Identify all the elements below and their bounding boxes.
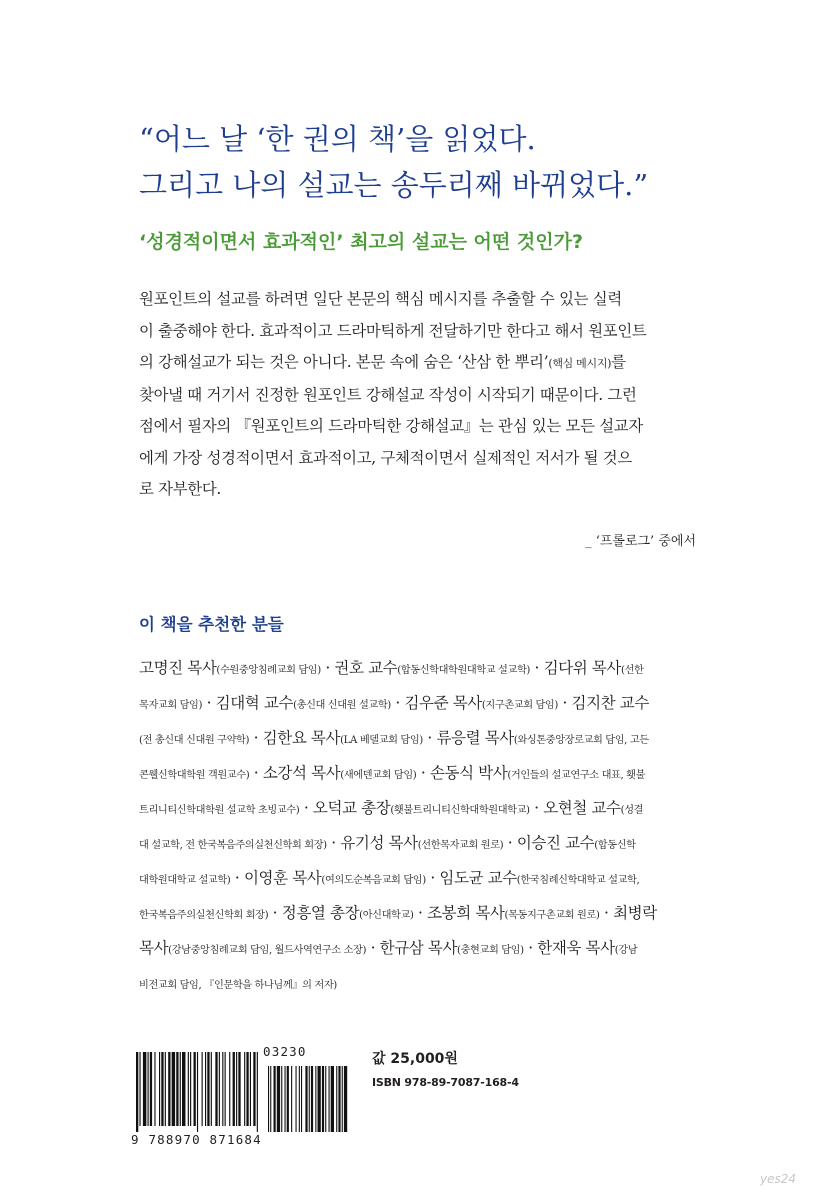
barcode-bar (225, 1052, 226, 1126)
recommender-name: 정흥열 총장 (281, 904, 360, 922)
separator: · (413, 904, 428, 922)
recommender-affiliation: (충현교회 담임) (457, 945, 524, 956)
barcode-addon-bar (311, 1066, 313, 1132)
recommender-name: 한규삼 목사 (379, 939, 458, 957)
recommender-affiliation: (목동지구촌교회 원로) (504, 910, 600, 921)
excerpt-note: (핵심 메시지) (548, 357, 612, 370)
barcode-bar (246, 1052, 248, 1126)
recommender-name: 오덕교 총장 (312, 799, 391, 817)
recommender-affiliation: (총신대 신대원 설교학) (293, 700, 391, 711)
barcode-bar (188, 1052, 189, 1126)
recommender-affiliation: (합동신학대학원대학교 설교학) (397, 665, 530, 676)
recommender-name: 임도균 교수 (439, 869, 517, 887)
separator: · (202, 694, 216, 712)
recommender-name: 김다위 목사 (543, 659, 621, 677)
recommender-affiliation: (지구촌교회 담임) (481, 700, 558, 711)
barcode-addon-bar (301, 1066, 302, 1132)
barcode-bar (176, 1052, 178, 1126)
recommender-line (139, 862, 699, 897)
recommender-affiliation: (LA 베델교회 담임) (340, 735, 423, 746)
barcode-bar (253, 1052, 255, 1126)
recommender-affiliation: (강남중앙침례교회 담임, 월드사역연구소 소장) (168, 945, 367, 956)
quote-line-1: “어느 날 ‘한 권의 책’을 읽었다. (139, 122, 536, 156)
separator: · (503, 834, 517, 852)
recommender-affiliation: (아신대학교) (359, 910, 414, 921)
separator: · (268, 904, 282, 922)
barcode-addon-bar (299, 1066, 300, 1132)
barcode-bar (143, 1052, 146, 1126)
separator: · (425, 869, 440, 887)
barcode-addon-digits: 03230 (263, 1044, 307, 1059)
barcode-bars (136, 1052, 361, 1134)
barcode-bar (182, 1052, 185, 1126)
recommender-affiliation: (선한목자교회 원로) (417, 840, 504, 851)
recommender-affiliation: (성결 (620, 805, 644, 816)
recommender-line (139, 967, 699, 1002)
barcode-bar (180, 1052, 181, 1126)
barcode-bar (168, 1052, 170, 1126)
recommender-affiliation: 대 설교학, 전 한국복음주의실천신학회 회장) (139, 840, 327, 851)
price-label: 값 25,000원 (372, 1051, 458, 1067)
recommender-affiliation: 대학원대학교 설교학) (139, 875, 231, 886)
excerpt-text: 를 (611, 353, 626, 371)
barcode-bar (229, 1052, 230, 1126)
recommender-name: 류응렬 목사 (436, 729, 514, 747)
excerpt-line: 로 자부한다. (139, 480, 222, 498)
subheading: ‘성경적이면서 효과적인’ 최고의 설교는 어떤 것인가? (139, 231, 583, 253)
recommenders-list (139, 652, 699, 1002)
barcode-bar (194, 1052, 196, 1126)
barcode-bar (238, 1052, 240, 1126)
barcode-bar (207, 1052, 209, 1126)
barcode-addon-bar (287, 1066, 289, 1132)
recommender-line (139, 827, 699, 862)
recommender-affiliation: (수원중앙침례교회 담임) (216, 665, 321, 676)
recommender-line (139, 757, 699, 792)
barcode-bar (165, 1052, 166, 1126)
recommender-name: 조봉희 목사 (427, 904, 505, 922)
barcode-addon-bar (270, 1066, 271, 1132)
barcode-bar (233, 1052, 235, 1126)
barcode-addon-bar (318, 1066, 321, 1132)
isbn-barcode (131, 1044, 356, 1147)
excerpt-line (139, 347, 699, 380)
prologue-excerpt (139, 284, 699, 506)
recommender-name: 한재욱 목사 (537, 939, 615, 957)
recommender-affiliation: 콘웰신학대학원 객원교수) (139, 770, 250, 781)
separator: · (366, 939, 380, 957)
barcode-bar (161, 1052, 163, 1126)
separator: · (529, 799, 544, 817)
recommender-affiliation: (합동신학 (594, 840, 636, 851)
recommender-name: 고명진 목사 (139, 659, 217, 677)
watermark-mark: yes24 (759, 1172, 796, 1186)
recommender-affiliation: (전 총신대 신대원 구약학) (139, 735, 250, 746)
barcode-bar (215, 1052, 217, 1126)
recommender-affiliation: 목자교회 담임) (139, 700, 203, 711)
recommender-name: 유기성 목사 (340, 834, 418, 852)
barcode-addon-bar (296, 1066, 297, 1132)
barcode-bar (205, 1052, 206, 1126)
separator: · (249, 764, 263, 782)
recommender-affiliation: (새에덴교회 담임) (340, 770, 417, 781)
barcode-bar (154, 1052, 155, 1126)
barcode-bar (197, 1052, 198, 1132)
barcode-addon-bar (285, 1066, 286, 1132)
barcode-bar (250, 1052, 251, 1126)
barcode-bar (148, 1052, 149, 1126)
separator: · (557, 694, 572, 712)
barcode-bar (222, 1052, 223, 1126)
barcode-bar (202, 1052, 203, 1126)
separator: · (230, 869, 244, 887)
barcode-bar (172, 1052, 175, 1126)
separator: · (416, 764, 430, 782)
recommender-name: 이승진 교수 (516, 834, 595, 852)
barcode-addon-bar (344, 1066, 347, 1132)
barcode-addon-bar (322, 1066, 324, 1132)
barcode-addon-bar (325, 1066, 326, 1132)
barcode-addon-bar (342, 1066, 343, 1132)
separator: · (320, 659, 335, 677)
recommender-line (139, 722, 699, 757)
barcode-bar (136, 1052, 138, 1132)
barcode-bar (257, 1052, 258, 1132)
barcode-addon-bar (329, 1066, 330, 1132)
recommender-name: 목사 (139, 939, 169, 957)
recommender-line (139, 897, 699, 932)
recommender-name: 김한요 목사 (262, 729, 341, 747)
separator: · (249, 729, 263, 747)
recommender-affiliation: (한국침례신학대학교 설교학, (516, 875, 640, 886)
barcode-addon-bar (309, 1066, 310, 1132)
recommender-name: 김대혁 교수 (215, 694, 294, 712)
barcode-bar (139, 1052, 140, 1126)
recommender-name: 소강석 목사 (262, 764, 341, 782)
barcode-addon-bar (305, 1066, 307, 1132)
recommender-affiliation: 트리니티신학대학원 설교학 초빙교수) (139, 805, 300, 816)
excerpt-text: 의 강해설교가 되는 것은 아니다. 본문 속에 숨은 ‘산삼 한 뿌리’ (139, 353, 549, 371)
recommender-affiliation: 한국복음주의실천신학회 회장) (139, 910, 269, 921)
barcode-addon-bar (277, 1066, 280, 1132)
separator: · (299, 799, 313, 817)
barcode-addon-bar (274, 1066, 276, 1132)
recommender-affiliation: (횃불트리니티신학대학원대학교) (390, 805, 530, 816)
recommender-name: 오현철 교수 (543, 799, 621, 817)
barcode-bar (236, 1052, 237, 1126)
recommender-name: 최병락 (613, 904, 657, 922)
recommender-line (139, 932, 699, 967)
recommender-name: 이영훈 목사 (243, 869, 322, 887)
separator: · (422, 729, 437, 747)
barcode-bar (219, 1052, 220, 1126)
barcode-addon-bar (338, 1066, 340, 1132)
recommender-name: 김우준 목사 (404, 694, 482, 712)
recommender-line (139, 687, 699, 722)
recommender-name: 손동식 박사 (429, 764, 508, 782)
barcode-bar (150, 1052, 152, 1126)
separator: · (326, 834, 341, 852)
recommender-affiliation: (강남 (614, 945, 638, 956)
separator: · (599, 904, 614, 922)
recommender-affiliation: (거인들의 설교연구소 대표, 횃불 (507, 770, 646, 781)
barcode-bar (159, 1052, 160, 1126)
recommender-affiliation: (여의도순복음교회 담임) (321, 875, 426, 886)
excerpt-line: 이 출중해야 한다. 효과적이고 드라마틱하게 전달하기만 한다고 해서 원포인트 (139, 321, 647, 340)
excerpt-line: 찾아낼 때 거기서 진정한 원포인트 강해설교 작성이 시작되기 때문이다. 그런 (139, 385, 637, 404)
headline-quote (139, 116, 739, 208)
barcode-main-digits: 9 788970 871684 (131, 1132, 262, 1147)
recommenders-title: 이 책을 추천한 분들 (139, 615, 284, 634)
barcode-addon-bar (331, 1066, 334, 1132)
recommender-name: 김지찬 교수 (571, 694, 649, 712)
excerpt-line: 원포인트의 설교를 하려면 일단 본문의 핵심 메시지를 추출할 수 있는 실력 (139, 290, 622, 308)
recommender-name: 권호 교수 (334, 659, 398, 677)
recommender-line (139, 792, 699, 827)
recommender-affiliation: 비전교회 담임, 『인문학을 하나님께』의 저자) (139, 980, 337, 991)
recommender-affiliation: (선한 (620, 665, 644, 676)
barcode-addon-bar (268, 1066, 269, 1132)
separator: · (390, 694, 405, 712)
barcode-addon-bar (291, 1066, 292, 1132)
recommender-affiliation: (와싱톤중앙장로교회 담임, 고든 (513, 735, 649, 746)
quote-line-2: 그리고 나의 설교는 송두리째 바뀌었다.” (139, 168, 649, 202)
barcode-bar (244, 1052, 245, 1126)
excerpt-line: 에게 가장 성경적이면서 효과적이고, 구체적이면서 실제적인 저서가 될 것으 (139, 448, 632, 467)
barcode-bar (211, 1052, 212, 1126)
barcode-bar (190, 1052, 191, 1126)
barcode-addon-bar (315, 1066, 316, 1132)
separator: · (529, 659, 544, 677)
excerpt-line: 점에서 필자의 『원포인트의 드라마틱한 강해설교』는 관심 있는 모든 설교자 (139, 417, 643, 435)
barcode-addon-bar (281, 1066, 282, 1132)
recommender-line (139, 652, 699, 687)
separator: · (523, 939, 538, 957)
barcode-addon-bar (336, 1066, 337, 1132)
excerpt-attribution: _ ‘프롤로그’ 중에서 (585, 534, 696, 549)
isbn-label: ISBN 978-89-7087-168-4 (372, 1076, 519, 1089)
